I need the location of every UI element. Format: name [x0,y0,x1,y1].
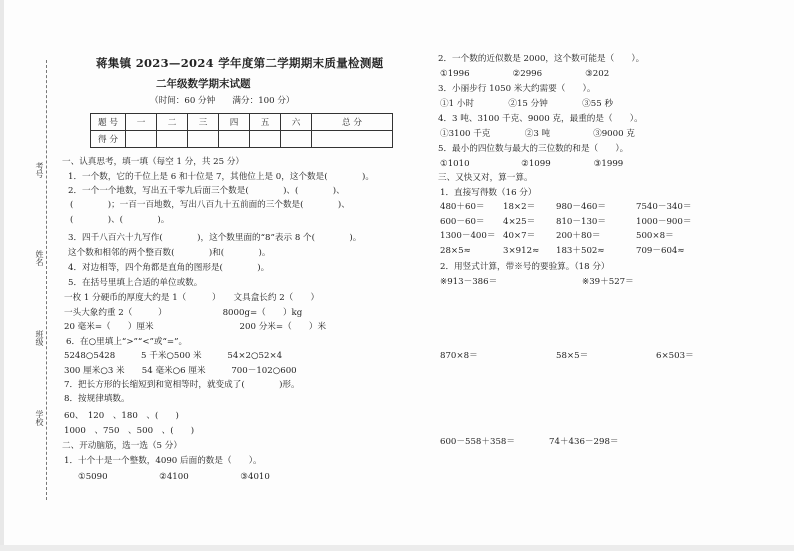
binding-label-kaohao: 考号 [35,162,44,178]
section-1-heading: 一、认真思考，填一填（每空 1 分，共 25 分） [62,157,245,167]
vertical-calc-5: 6×503＝ [656,351,694,361]
question-1-6: 6．在○里填上“>”“<”或“=”。 [66,337,188,347]
vertical-calc-3: 870×8＝ [440,351,478,361]
scan-edge-bottom [0,545,794,551]
question-1-5c: 20 毫米=（ ）厘米 200 分米=（ ）米 [64,322,327,332]
calc-item: 18×2＝ [503,202,536,212]
choice-3-options: ①1 小时 ②15 分钟 ③55 秒 [440,99,614,109]
calc-2-heading: 2．用竖式计算，带※号的要验算。（18 分） [440,262,610,272]
choice-4-options: ①3100 千克 ②3 吨 ③9000 克 [440,129,635,139]
score-cell: 总 分 [312,114,393,131]
score-cell: 得 分 [91,131,126,148]
choice-1-options: ①5090 ②4100 ③4010 [78,472,270,482]
binding-label-name: 姓名 [35,250,44,266]
question-1-3b: 这个数和相邻的两个整百数( )和( )。 [68,248,271,258]
score-cell: 五 [250,114,281,131]
score-input-cell[interactable] [188,131,219,148]
exam-title: 蒋集镇 2023—2024 学年度第二学期期末质量检测题 [96,56,384,70]
vertical-calc-1: ※913－386＝ [440,277,498,287]
calc-item: 600－60＝ [440,217,485,227]
score-input-cell[interactable] [157,131,188,148]
calc-item: 3×912≈ [503,246,540,256]
score-input-cell[interactable] [219,131,250,148]
choice-3: 3．小丽步行 1050 米大约需要（ ）。 [438,84,596,94]
question-1-2b: ( )；一百一百地数，写出八百九十五前面的三个数是( )、 [70,200,350,210]
calc-item: 28×5≈ [440,246,471,256]
calc-item: 500×8＝ [636,231,674,241]
choice-4: 4．3 吨、3100 千克、9000 克，最重的是（ ）。 [438,114,643,124]
section-3-heading: 三、又快又对，算一算。 [438,173,533,183]
score-cell: 四 [219,114,250,131]
question-1-8: 8．按规律填数。 [64,394,130,404]
question-1-2a: 2．一个一个地数，写出五千零九后面三个数是( )、( )、 [68,186,345,196]
question-1-7: 7．把长方形的长缩短到和宽相等时，就变成了( )形。 [64,380,300,390]
binding-label-school: 学校 [35,410,44,426]
calc-item: 1300－400＝ [440,231,496,241]
calc-1-heading: 1．直接写得数（16 分） [440,188,537,198]
binding-line [46,60,47,500]
question-1-5b: 一头大象约重 2（ ） 8000g=（ ）kg [64,308,303,318]
exam-subtitle: 二年级数学期末试题 [156,78,251,90]
vertical-calc-4: 58×5＝ [556,351,589,361]
question-1-2c: ( )、( )。 [70,215,170,225]
calc-item: 183＋502≈ [556,246,605,256]
score-table [90,113,393,148]
question-1-8b: 1000 、750 、500 、( ) [64,426,195,436]
question-1-5: 5．在括号里填上合适的单位或数。 [68,278,203,288]
score-input-cell[interactable] [250,131,281,148]
choice-5: 5．最小的四位数与最大的三位数的和是（ ）。 [438,144,629,154]
question-1-3a: 3．四千八百六十九写作( )，这个数里面的“8”表示 8 个( )。 [68,233,362,243]
calc-item: 810－130＝ [556,217,606,227]
vertical-calc-6: 600－558＋358＝ [440,437,515,447]
score-input-cell[interactable] [312,131,393,148]
calc-item: 480＋60＝ [440,202,485,212]
question-1-6b: 300 厘米○3 米 54 毫米○6 厘米 700－102○600 [64,366,297,376]
score-cell: 六 [281,114,312,131]
choice-2-options: ①1996 ②2996 ③202 [440,69,610,79]
question-1-1: 1．一个数，它的千位上是 6 和十位是 7，其他位上是 0，这个数是( )。 [68,172,374,182]
choice-5-options: ①1010 ②1099 ③1999 [440,159,624,169]
calc-item: 40×7＝ [503,231,536,241]
score-cell: 二 [157,114,188,131]
section-2-heading: 二、开动脑筋，选一选（5 分） [62,441,182,451]
scan-edge-left [0,0,4,551]
calc-item: 4×25＝ [503,217,536,227]
question-1-5a: 一枚 1 分硬币的厚度大约是 1（ ） 文具盒长约 2（ ） [64,293,320,303]
vertical-calc-2: ※39＋527＝ [582,277,634,287]
vertical-calc-7: 74＋436－298＝ [549,437,619,447]
score-input-cell[interactable] [126,131,157,148]
question-1-6a: 5248○5428 5 千米○500 米 54×2○52×4 [64,351,283,361]
score-cell: 题 号 [91,114,126,131]
score-table-score-row [91,131,393,148]
score-input-cell[interactable] [281,131,312,148]
choice-2: 2．一个数的近似数是 2000，这个数可能是（ ）。 [438,54,645,64]
score-table-header-row [91,114,393,131]
binding-label-class: 班级 [35,330,44,346]
score-cell: 三 [188,114,219,131]
calc-item: 980－460＝ [556,202,606,212]
calc-item: 1000－900＝ [636,217,692,227]
calc-item: 200＋80＝ [556,231,601,241]
score-cell: 一 [126,114,157,131]
exam-info: （时间：60 分钟 满分：100 分） [150,96,295,106]
question-1-4: 4．对边相等，四个角都是直角的图形是( )。 [68,263,270,273]
question-1-8a: 60、 120 、180 、( ) [64,411,179,421]
calc-item: 7540－340＝ [636,202,692,212]
calc-item: 709－604≈ [636,246,685,256]
choice-1: 1．十个十是一个整数，4090 后面的数是（ ）。 [64,456,262,466]
